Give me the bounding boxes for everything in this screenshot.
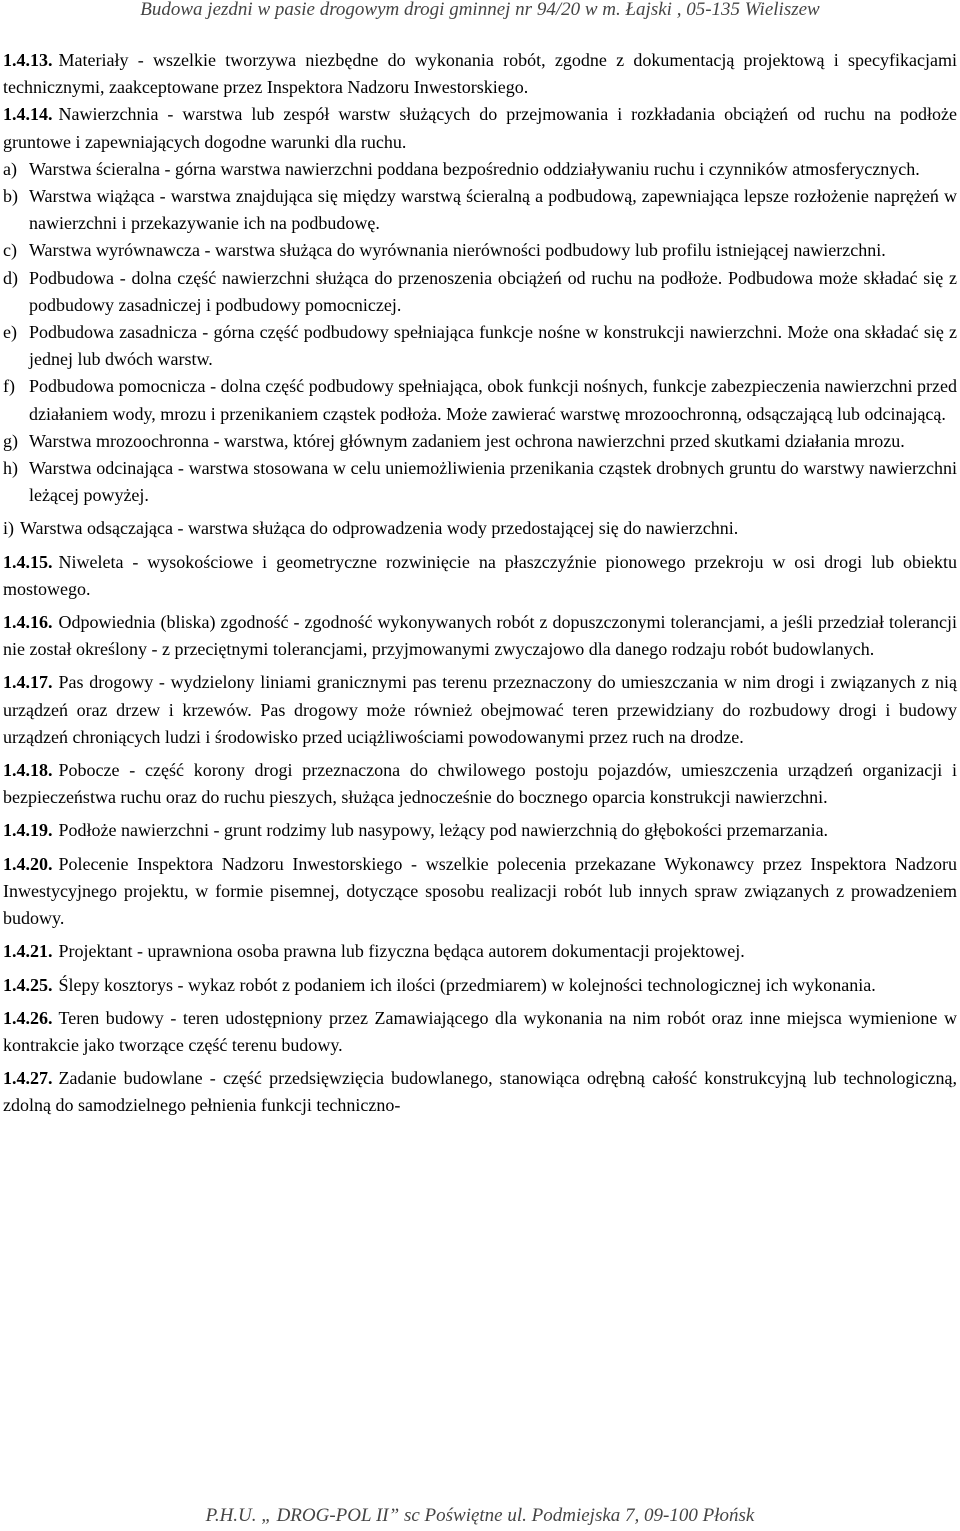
sub-item-text: Warstwa ścieralna - górna warstwa nawierzchni poddana bezpośrednio oddziaływaniu ruchu i czynników atmosferycznych. xyxy=(29,158,920,179)
definition-number: 1.4.25. xyxy=(3,974,53,995)
sub-item-e xyxy=(3,319,957,373)
page-footer: P.H.U. „ DROG-POL II” sc Poświętne ul. Podmiejska 7, 09-100 Płońsk xyxy=(205,1505,755,1526)
definition-1-4-18 xyxy=(3,757,957,811)
definition-1-4-25 xyxy=(3,972,957,999)
sub-item-text: Podbudowa pomocnicza - dolna część podbudowy spełniająca, obok funkcji nośnych, funkcje zabezpieczenia nawierzchni przed działaniem wody, mrozu i przenikaniem cząstek podłoża. Może zawierać warstwę mrozoochronną, odsączającą lub odcinającą. xyxy=(29,376,957,424)
sub-item-label: e) xyxy=(3,322,17,343)
sub-item-label: i) xyxy=(3,518,14,539)
sub-item-a xyxy=(3,156,957,183)
sub-item-text: Warstwa wyrównawcza - warstwa służąca do wyrównania nierówności podbudowy lub profilu istniejącej nawierzchni. xyxy=(29,240,886,261)
sub-item-c xyxy=(3,237,957,264)
definition-1-4-26 xyxy=(3,1005,957,1059)
sub-item-label: h) xyxy=(3,458,18,479)
definition-number: 1.4.14. xyxy=(3,104,53,125)
sub-item-b xyxy=(3,183,957,237)
sub-item-f xyxy=(3,373,957,427)
definition-text: Podłoże nawierzchni - grunt rodzimy lub nasypowy, leżący pod nawierzchnią do głębokości przemarzania. xyxy=(58,820,829,841)
definition-1-4-15 xyxy=(3,549,957,603)
document-body xyxy=(3,47,957,1126)
definition-number: 1.4.26. xyxy=(3,1007,53,1028)
definition-1-4-14 xyxy=(3,101,957,155)
definition-number: 1.4.17. xyxy=(3,672,53,693)
definition-1-4-20 xyxy=(3,851,957,933)
definition-text: Teren budowy - teren udostępniony przez Zamawiającego dla wykonania na nim robót oraz inne miejsca wymienione w kontrakcie jako tworzące część terenu budowy. xyxy=(3,1007,957,1055)
definition-number: 1.4.19. xyxy=(3,820,53,841)
sub-item-label: d) xyxy=(3,267,18,288)
definition-text: Ślepy kosztorys - wykaz robót z podaniem ich ilości (przedmiarem) w kolejności technologicznej ich wykonania. xyxy=(58,974,876,995)
definition-text: Zadanie budowlane - część przedsięwzięcia budowlanego, stanowiąca odrębną całość konstrukcyjną lub technologiczną, zdolną do samodzielnego pełnienia funkcji techniczno- xyxy=(3,1068,957,1116)
definition-number: 1.4.18. xyxy=(3,760,53,781)
sub-item-label: b) xyxy=(3,186,18,207)
definition-1-4-13 xyxy=(3,47,957,101)
sub-item-label: c) xyxy=(3,240,17,261)
definition-number: 1.4.15. xyxy=(3,551,53,572)
definition-number: 1.4.21. xyxy=(3,941,53,962)
definition-text: Materiały - wszelkie tworzywa niezbędne do wykonania robót, zgodne z dokumentacją projektową i specyfikacjami technicznymi, zaakceptowane przez Inspektora Nadzoru Inwestorskiego. xyxy=(3,50,957,98)
sub-item-text: Warstwa odcinająca - warstwa stosowana w celu uniemożliwienia przenikania cząstek drobnych gruntu do warstwy nawierzchni leżącej powyżej. xyxy=(29,458,957,506)
definition-1-4-19 xyxy=(3,817,957,844)
sub-item-i xyxy=(3,515,957,542)
definition-1-4-21 xyxy=(3,938,957,965)
sub-item-label: a) xyxy=(3,158,17,179)
sub-item-text: Warstwa wiążąca - warstwa znajdująca się między warstwą ścieralną a podbudową, zapewniająca lepsze rozłożenie naprężeń w nawierzchni i przekazywanie ich na podbudowę. xyxy=(29,186,957,234)
definition-text: Pobocze - część korony drogi przeznaczona do chwilowego postoju pojazdów, umieszczenia urządzeń organizacji i bezpieczeństwa ruchu oraz do ruchu pieszych, służąca jednocześnie do bocznego oparcia konstrukcji nawierzchni. xyxy=(3,760,957,808)
sub-item-label: g) xyxy=(3,430,18,451)
definition-text: Projektant - uprawniona osoba prawna lub fizyczna będąca autorem dokumentacji projektowej. xyxy=(58,941,745,962)
sub-item-label: f) xyxy=(3,376,15,397)
definition-text: Odpowiednia (bliska) zgodność - zgodność wykonywanych robót z dopuszczonymi tolerancjami, a jeśli przedział tolerancji nie został określony - z przeciętnymi tolerancjami, przyjmowanymi zwyczajowo dla danego rodzaju robót budowlanych. xyxy=(3,612,957,660)
definition-text: Nawierzchnia - warstwa lub zespół warstw służących do przejmowania i rozkładania obciążeń od ruchu na podłoże gruntowe i zapewniających dogodne warunki dla ruchu. xyxy=(3,104,957,152)
definition-text: Pas drogowy - wydzielony liniami granicznymi pas terenu przeznaczony do umieszczania w nim drogi i związanych z nią urządzeń oraz drzew i krzewów. Pas drogowy może również obejmować teren przewidziany do rozbudowy drogi i budowy urządzeń chroniących ludzi i środowisko przed uciążliwościami powodowanymi przez ruch na drodze. xyxy=(3,672,957,747)
definition-number: 1.4.27. xyxy=(3,1068,53,1089)
definition-1-4-16 xyxy=(3,609,957,663)
definition-number: 1.4.20. xyxy=(3,853,53,874)
sub-item-text: Podbudowa zasadnicza - górna część podbudowy spełniająca funkcje nośne w konstrukcji nawierzchni. Może ona składać się z jednej lub dwóch warstw. xyxy=(29,322,957,370)
sub-item-h xyxy=(3,455,957,509)
definition-text: Polecenie Inspektora Nadzoru Inwestorskiego - wszelkie polecenia przekazane Wykonawcy przez Inspektora Nadzoru Inwestycyjnego projektu, w formie pisemnej, dotyczące sposobu realizacji robót lub innych spraw związanych z prowadzeniem budowy. xyxy=(3,853,957,929)
definition-number: 1.4.16. xyxy=(3,612,53,633)
page-header: Budowa jezdni w pasie drogowym drogi gminnej nr 94/20 w m. Łajski , 05-135 Wieliszew xyxy=(140,0,820,20)
sub-item-g xyxy=(3,428,957,455)
sub-item-d xyxy=(3,265,957,319)
definition-text: Niweleta - wysokościowe i geometryczne rozwinięcie na płaszczyźnie pionowego przekroju w osi drogi lub obiektu mostowego. xyxy=(3,551,957,599)
sub-item-text: Warstwa odsączająca - warstwa służąca do odprowadzenia wody przedostającej się do nawierzchni. xyxy=(20,518,739,539)
definition-1-4-17 xyxy=(3,669,957,751)
definition-number: 1.4.13. xyxy=(3,50,53,70)
definition-1-4-27 xyxy=(3,1065,957,1119)
sub-item-text: Podbudowa - dolna część nawierzchni służąca do przenoszenia obciążeń od ruchu na podłoże. Podbudowa może składać się z podbudowy zasadniczej i podbudowy pomocniczej. xyxy=(29,267,957,315)
sub-item-text: Warstwa mrozoochronna - warstwa, której głównym zadaniem jest ochrona nawierzchni przed skutkami działania mrozu. xyxy=(29,430,905,451)
